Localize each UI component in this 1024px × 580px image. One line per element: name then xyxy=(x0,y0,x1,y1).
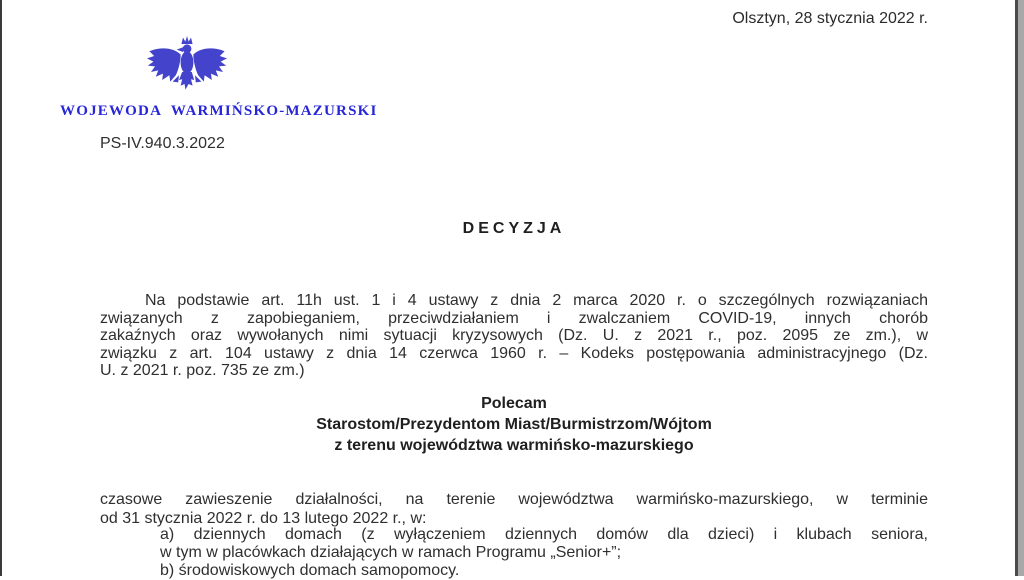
office-name: WOJEWODA WARMIŃSKO-MAZURSKI xyxy=(60,103,378,119)
order-line: czasowe zawieszenie działalności, na terenie województwa warmińsko-mazurskiego, w terminie xyxy=(100,491,928,508)
reference-number: PS-IV.940.3.2022 xyxy=(100,135,225,152)
viewer-edge-right xyxy=(1015,0,1024,576)
viewer-edge-left xyxy=(0,0,2,576)
legal-basis-line: związanych z zapobieganiem, przeciwdziałaniem i zwalczaniem COVID-19, innych chorób xyxy=(100,309,928,327)
order-item-list xyxy=(160,526,928,580)
polish-eagle-emblem-icon xyxy=(143,35,231,101)
list-item-b: b) środowiskowych domach samopomocy. xyxy=(160,562,460,579)
legal-basis-line: zakaźnych oraz wywołanych nimi sytuacji kryzysowych (Dz. U. z 2021 r., poz. 2095 ze zm.), w xyxy=(100,327,928,344)
decision-title: DECYZJA xyxy=(462,220,566,237)
legal-basis-paragraph xyxy=(100,292,928,380)
legal-basis-line: związku z art. 104 ustawy z dnia 14 czerwca 1960 r. – Kodeks postępowania administracyjnego (Dz. xyxy=(100,344,928,362)
order-line: od 31 stycznia 2022 r. do 13 lutego 2022 r., w: xyxy=(100,510,427,527)
order-paragraph xyxy=(100,490,928,528)
legal-basis-line: U. z 2021 r. poz. 735 ze zm.) xyxy=(100,362,305,379)
directive-recipients: Starostom/Prezydentom Miast/Burmistrzom/Wójtom xyxy=(316,416,712,433)
list-item-a-line1: a) dziennych domach (z wyłączeniem dziennych domów dla dzieci) i klubach seniora, xyxy=(160,526,928,543)
directive-block xyxy=(100,393,928,456)
legal-basis-line: Na podstawie art. 11h ust. 1 i 4 ustawy z dnia 2 marca 2020 r. o szczególnych rozwiązaniach xyxy=(145,292,928,309)
list-item-a-line2: w tym w placówkach działających w ramach Programu „Senior+”; xyxy=(160,544,622,561)
directive-region: z terenu województwa warmińsko-mazurskiego xyxy=(334,437,694,454)
date-line: Olsztyn, 28 stycznia 2022 r. xyxy=(732,10,928,27)
directive-polecam: Polecam xyxy=(481,395,547,412)
